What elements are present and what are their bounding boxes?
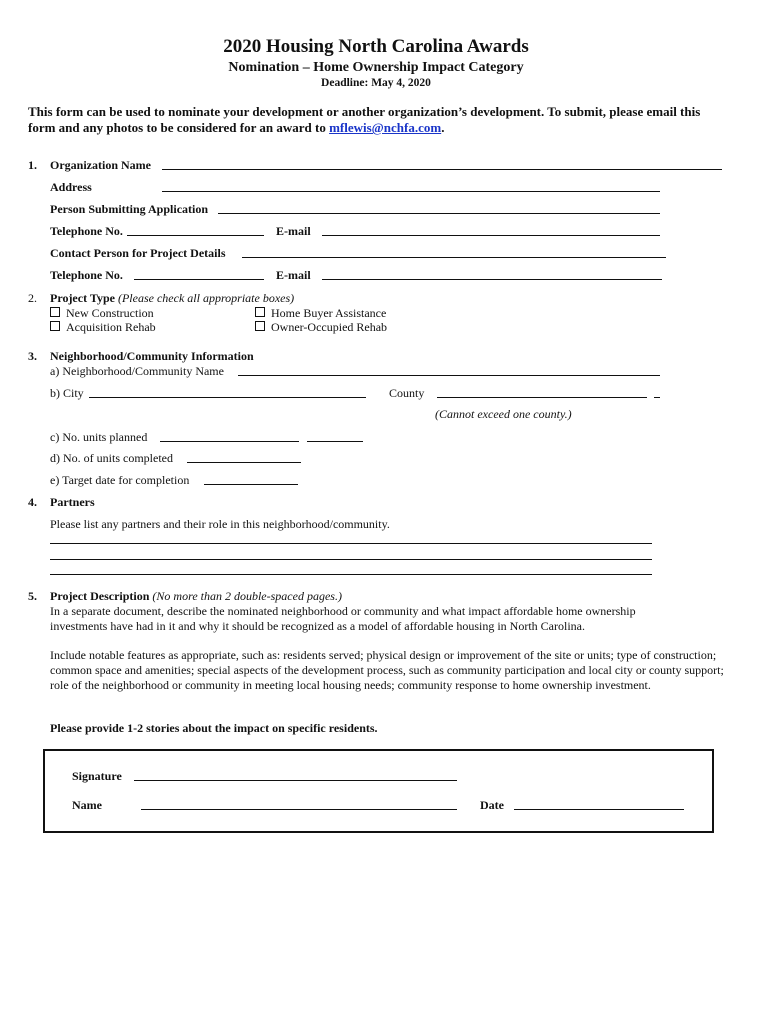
date-field[interactable] xyxy=(514,798,684,810)
partners-prompt: Please list any partners and their role in this neighborhood/community. xyxy=(50,517,390,531)
option-label: Owner-Occupied Rehab xyxy=(271,320,388,334)
city-label: b) City xyxy=(50,386,84,400)
telephone-field[interactable] xyxy=(127,224,264,236)
option-label: Home Buyer Assistance xyxy=(271,306,387,320)
project-description-label: Project Description xyxy=(50,589,150,603)
target-date-field[interactable] xyxy=(204,473,298,485)
checkbox-icon[interactable] xyxy=(50,321,60,331)
county-note: (Cannot exceed one county.) xyxy=(435,407,572,421)
email2-field[interactable] xyxy=(322,268,662,280)
person-submitting-field[interactable] xyxy=(218,202,660,214)
project-description-para2: Include notable features as appropriate, such as: residents served; physical design or improvement of the site or units; type of construction; common space and amenities; special aspects of the development process, such as community participation and local city or county support; role of the neighborhood or community in meeting local housing needs; community response to home ownership investment. xyxy=(50,648,724,692)
county-field-end xyxy=(654,386,660,398)
checkbox-icon[interactable] xyxy=(255,321,265,331)
email-label: E-mail xyxy=(276,224,311,238)
city-field[interactable] xyxy=(89,386,366,398)
partners-line-2[interactable] xyxy=(50,548,652,560)
partners-line-3[interactable] xyxy=(50,563,652,575)
target-date-label: e) Target date for completion xyxy=(50,473,190,487)
signature-box xyxy=(43,749,714,833)
email-field[interactable] xyxy=(322,224,660,236)
address-field[interactable] xyxy=(162,180,660,192)
units-planned-extra-field[interactable] xyxy=(307,430,363,442)
option-new-construction[interactable] xyxy=(50,306,154,321)
partners-line-1[interactable] xyxy=(50,532,652,544)
neighborhood-name-field[interactable] xyxy=(238,364,660,376)
checkbox-icon[interactable] xyxy=(255,307,265,317)
org-name-field[interactable] xyxy=(162,158,722,170)
intro-paragraph xyxy=(28,104,718,136)
intro-suffix: . xyxy=(441,120,445,135)
units-planned-label: c) No. units planned xyxy=(50,430,148,444)
option-acquisition-rehab[interactable] xyxy=(50,320,156,335)
checkbox-icon[interactable] xyxy=(50,307,60,317)
project-type-heading xyxy=(50,291,294,306)
org-name-label: Organization Name xyxy=(50,158,151,172)
units-completed-label: d) No. of units completed xyxy=(50,451,173,465)
county-label: County xyxy=(389,386,425,400)
section4-number: 4. xyxy=(28,495,37,509)
contact-person-field[interactable] xyxy=(242,246,666,258)
name-label: Name xyxy=(72,798,102,812)
person-submitting-label: Person Submitting Application xyxy=(50,202,209,216)
name-field[interactable] xyxy=(141,798,457,810)
telephone2-field[interactable] xyxy=(134,268,264,280)
project-type-label: Project Type xyxy=(50,291,115,305)
telephone-label: Telephone No. xyxy=(50,224,123,238)
project-description-para1: In a separate document, describe the nominated neighborhood or community and what impact affordable home ownership investments have had in it and why it should be recognized as a model of affordable housing in North Carolina. xyxy=(50,604,636,633)
county-field[interactable] xyxy=(437,386,647,398)
stories-prompt: Please provide 1-2 stories about the impact on specific residents. xyxy=(50,721,378,735)
option-label: Acquisition Rehab xyxy=(66,320,156,334)
intro-text: This form can be used to nominate your development or another organization’s development. To submit, please email this form and any photos to be considered for an award to xyxy=(28,104,701,135)
email-link[interactable]: mflewis@nchfa.com xyxy=(329,120,442,135)
section3-number: 3. xyxy=(28,349,37,363)
deadline: Deadline: May 4, 2020 xyxy=(321,77,431,89)
address-label: Address xyxy=(50,180,92,194)
date-label: Date xyxy=(480,798,504,812)
option-owner-occupied-rehab[interactable] xyxy=(255,320,387,335)
neighborhood-heading: Neighborhood/Community Information xyxy=(50,349,254,363)
telephone2-label: Telephone No. xyxy=(50,268,123,282)
email2-label: E-mail xyxy=(276,268,311,282)
project-description-heading xyxy=(50,589,342,604)
option-label: New Construction xyxy=(66,306,154,320)
section5-number: 5. xyxy=(28,589,37,603)
project-type-hint: (Please check all appropriate boxes) xyxy=(117,291,295,305)
form-title: 2020 Housing North Carolina Awards xyxy=(223,36,529,57)
section2-number: 2. xyxy=(28,291,37,305)
section1-number: 1. xyxy=(28,158,37,172)
signature-label: Signature xyxy=(72,769,122,783)
project-description-hint: (No more than 2 double-spaced pages.) xyxy=(152,589,342,603)
form-subtitle: Nomination – Home Ownership Impact Category xyxy=(228,60,524,75)
signature-field[interactable] xyxy=(134,769,457,781)
partners-heading: Partners xyxy=(50,495,95,509)
option-home-buyer-assistance[interactable] xyxy=(255,306,386,321)
units-completed-field[interactable] xyxy=(187,451,301,463)
units-planned-field[interactable] xyxy=(160,430,299,442)
contact-person-label: Contact Person for Project Details xyxy=(50,246,226,260)
neighborhood-name-label: a) Neighborhood/Community Name xyxy=(50,364,224,378)
